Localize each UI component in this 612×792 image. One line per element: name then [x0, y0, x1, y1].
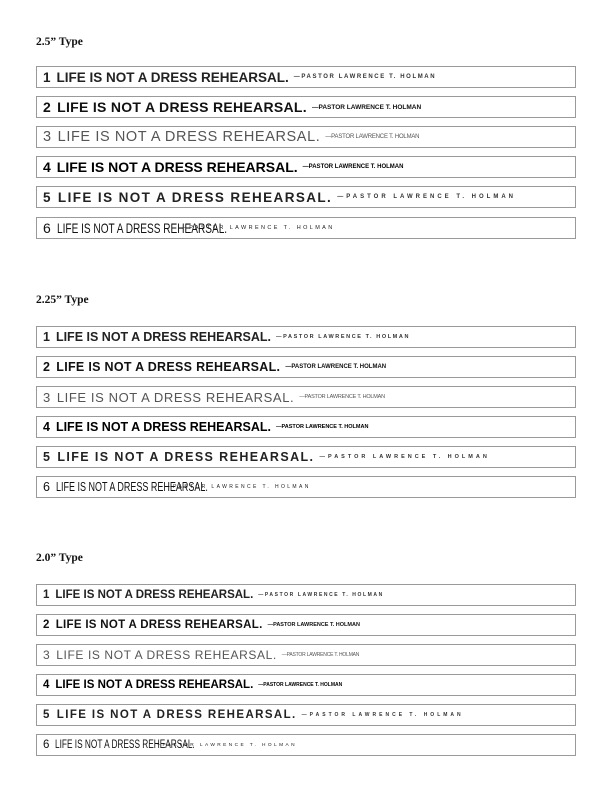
sample-number: 5	[43, 709, 51, 721]
sample-attribution: —PASTOR LAWRENCE T. HOLMAN	[258, 592, 384, 598]
sample-attribution: —PASTOR LAWRENCE T. HOLMAN	[276, 424, 369, 430]
sample-row	[36, 96, 576, 118]
sample-phrase: LIFE IS NOT A DRESS REHEARSAL.	[57, 129, 321, 145]
sample-number: 6	[43, 220, 51, 236]
sample-phrase: LIFE IS NOT A DRESS REHEARSAL.	[56, 389, 295, 405]
sample-number: 3	[43, 389, 51, 405]
sample-row	[36, 644, 576, 666]
sample-attribution: —PASTOR LAWRENCE T. HOLMAN	[311, 103, 422, 111]
sample-attribution: —PASTOR LAWRENCE T. HOLMAN	[299, 394, 385, 400]
sample-attribution: —PASTOR LAWRENCE T. HOLMAN	[319, 454, 490, 460]
sample-attribution: –PASTOR LAWRENCE T. HOLMAN	[167, 484, 311, 490]
sample-phrase: LIFE IS NOT A DRESS REHEARSAL.	[57, 99, 307, 115]
sample-attribution: —PASTOR LAWRENCE T. HOLMAN	[325, 134, 420, 140]
sample-number: 3	[43, 129, 52, 145]
sample-attribution: —PASTOR LAWRENCE T. HOLMAN	[293, 74, 437, 80]
sample-row	[36, 186, 576, 208]
sample-row	[36, 446, 576, 468]
sample-number: 2	[43, 619, 50, 631]
sample-phrase: LIFE IS NOT A DRESS REHEARSAL.	[57, 189, 333, 205]
section-title-2-25: 2.25” Type	[36, 294, 89, 306]
sample-attribution: –PASTOR LAWRENCE T. HOLMAN	[183, 225, 335, 231]
sample-phrase: LIFE IS NOT A DRESS REHEARSAL.	[56, 69, 289, 85]
sample-row	[36, 704, 576, 726]
sample-number: 5	[43, 450, 52, 464]
sample-row	[36, 217, 576, 239]
sample-number: 6	[43, 480, 50, 494]
sample-phrase: LIFE IS NOT A DRESS REHEARSAL.	[57, 450, 315, 464]
sample-number: 1	[43, 69, 51, 85]
section-title-2-0: 2.0” Type	[36, 552, 83, 564]
sample-attribution: —PASTOR LAWRENCE T. HOLMAN	[285, 364, 387, 370]
sample-phrase: LIFE IS NOT A DRESS REHEARSAL.	[55, 480, 208, 494]
sample-attribution: —PASTOR LAWRENCE T. HOLMAN	[302, 164, 404, 170]
sample-phrase: LIFE IS NOT A DRESS REHEARSAL.	[56, 360, 281, 374]
sample-number: 4	[43, 420, 50, 434]
sample-attribution: —PASTOR LAWRENCE T. HOLMAN	[281, 652, 360, 658]
sample-attribution: —PASTOR LAWRENCE T. HOLMAN	[276, 334, 411, 340]
sample-row	[36, 584, 576, 606]
sample-number: 4	[43, 159, 51, 175]
sample-number: 5	[43, 189, 52, 205]
sample-phrase: LIFE IS NOT A DRESS REHEARSAL.	[55, 679, 254, 691]
sample-number: 1	[43, 589, 50, 601]
sample-attribution: —PASTOR LAWRENCE T. HOLMAN	[258, 682, 343, 688]
sample-phrase: LIFE IS NOT A DRESS REHEARSAL.	[56, 159, 298, 175]
sample-attribution: –PASTOR LAWRENCE T. HOLMAN	[157, 742, 297, 748]
sample-attribution: —PASTOR LAWRENCE T. HOLMAN	[267, 622, 360, 628]
sample-row	[36, 356, 576, 378]
sample-phrase: LIFE IS NOT A DRESS REHEARSAL.	[55, 589, 254, 601]
sample-number: 4	[43, 679, 50, 691]
sample-number: 1	[43, 330, 50, 344]
sample-phrase: LIFE IS NOT A DRESS REHEARSAL.	[55, 619, 263, 631]
sample-row	[36, 416, 576, 438]
sample-phrase: LIFE IS NOT A DRESS REHEARSAL.	[56, 648, 277, 662]
sample-phrase: LIFE IS NOT A DRESS REHEARSAL.	[55, 420, 272, 434]
sample-phrase: LIFE IS NOT A DRESS REHEARSAL.	[55, 330, 272, 344]
sample-phrase: LIFE IS NOT A DRESS REHEARSAL.	[56, 220, 227, 236]
sample-row	[36, 614, 576, 636]
sample-row	[36, 476, 576, 498]
sample-row	[36, 156, 576, 178]
sample-row	[36, 674, 576, 696]
sample-attribution: —PASTOR LAWRENCE T. HOLMAN	[301, 712, 464, 718]
sample-phrase: LIFE IS NOT A DRESS REHEARSAL.	[56, 709, 297, 721]
sample-number: 6	[43, 739, 50, 751]
sample-attribution: —PASTOR LAWRENCE T. HOLMAN	[337, 194, 516, 200]
sample-phrase: LIFE IS NOT A DRESS REHEARSAL.	[55, 739, 196, 751]
sample-row	[36, 734, 576, 756]
sample-row	[36, 326, 576, 348]
sample-row	[36, 66, 576, 88]
sample-row	[36, 386, 576, 408]
sample-number: 2	[43, 99, 52, 115]
section-title-2-5: 2.5” Type	[36, 36, 83, 48]
sample-number: 3	[43, 648, 51, 662]
sample-row	[36, 126, 576, 148]
sample-number: 2	[43, 360, 51, 374]
